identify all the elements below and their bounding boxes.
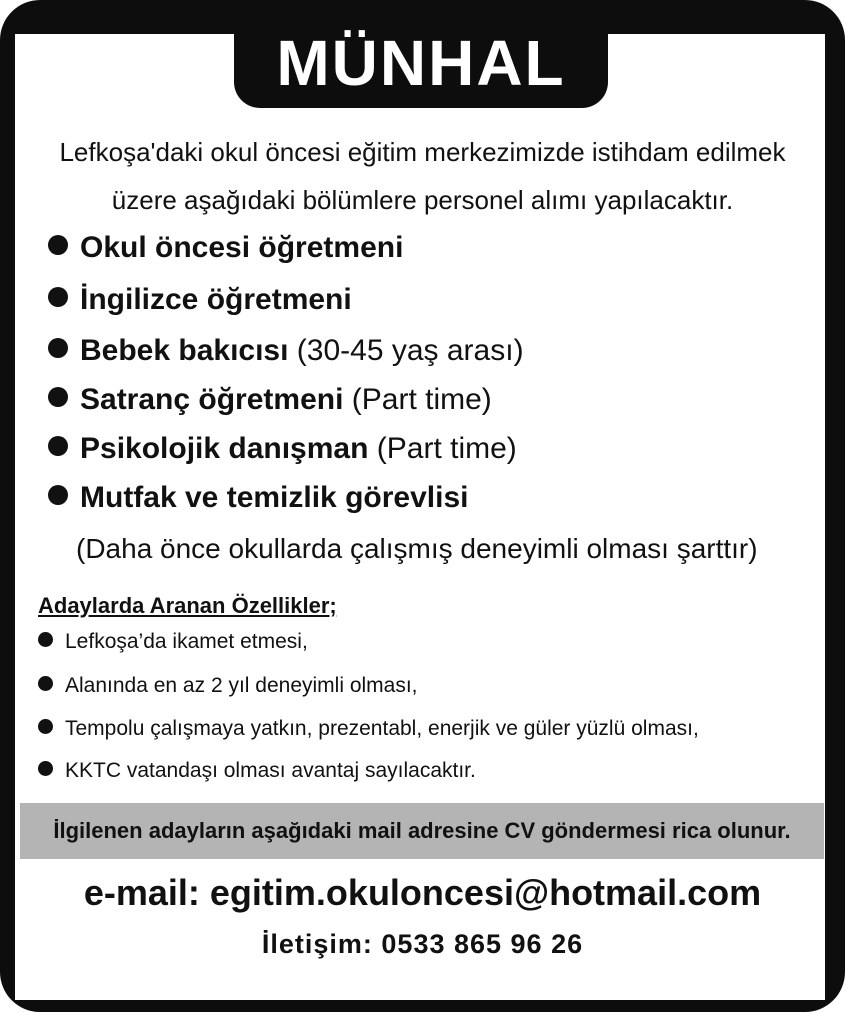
position-item (48, 228, 403, 268)
requirement-item (38, 670, 418, 702)
position-detail: (Part time) (351, 383, 492, 416)
position-item (48, 478, 468, 518)
requirement-item (38, 713, 699, 745)
position-name: Mutfak ve temizlik görevlisi (80, 481, 469, 514)
bullet-icon (38, 676, 53, 691)
position-detail: (Part time) (376, 432, 517, 465)
requirement-text: Alanında en az 2 yıl deneyimli olması, (65, 674, 418, 697)
bullet-icon (38, 632, 53, 647)
bullet-icon (48, 485, 68, 505)
bullet-icon (48, 387, 68, 407)
call-to-action: İlgilenen adayların aşağıdaki mail adresine CV göndermesi rica olunur. (53, 818, 791, 843)
intro-line-1: Lefkoşa'daki okul öncesi eğitim merkezimizde istihdam edilmek (59, 137, 786, 167)
position-item (48, 331, 524, 371)
position-detail: (30-45 yaş arası) (296, 334, 524, 367)
ad-title: MÜNHAL (276, 27, 566, 99)
position-name: Psikolojik danışman (80, 432, 369, 465)
intro-line-2: üzere aşağıdaki bölümlere personel alımı yapılacaktır. (111, 185, 734, 215)
bullet-icon (48, 436, 68, 456)
position-item (48, 280, 352, 320)
contact-line: İletişim: 0533 865 96 26 (261, 929, 584, 959)
requirement-item (38, 755, 476, 787)
requirements-heading: Adaylarda Aranan Özellikler; (38, 593, 337, 618)
position-name: Satranç öğretmeni (80, 383, 344, 416)
bullet-icon (48, 287, 68, 307)
requirement-item (38, 626, 308, 658)
position-name: Okul öncesi öğretmeni (80, 231, 404, 264)
email-line: e-mail: egitim.okuloncesi@hotmail.com (83, 872, 762, 913)
experience-note: (Daha önce okullarda çalışmış deneyimli olması şarttır) (76, 533, 758, 564)
position-name: İngilizce öğretmeni (80, 283, 352, 316)
position-item (48, 380, 492, 420)
requirement-text: Lefkoşa’da ikamet etmesi, (65, 630, 308, 653)
position-name: Bebek bakıcısı (80, 334, 289, 367)
bullet-icon (38, 761, 53, 776)
position-item (48, 429, 517, 469)
requirement-text: KKTC vatandaşı olması avantaj sayılacaktır. (65, 759, 476, 782)
bullet-icon (38, 719, 53, 734)
bullet-icon (48, 235, 68, 255)
intro-text (20, 128, 825, 224)
bullet-icon (48, 338, 68, 358)
requirement-text: Tempolu çalışmaya yatkın, prezentabl, enerjik ve güler yüzlü olması, (65, 717, 699, 740)
